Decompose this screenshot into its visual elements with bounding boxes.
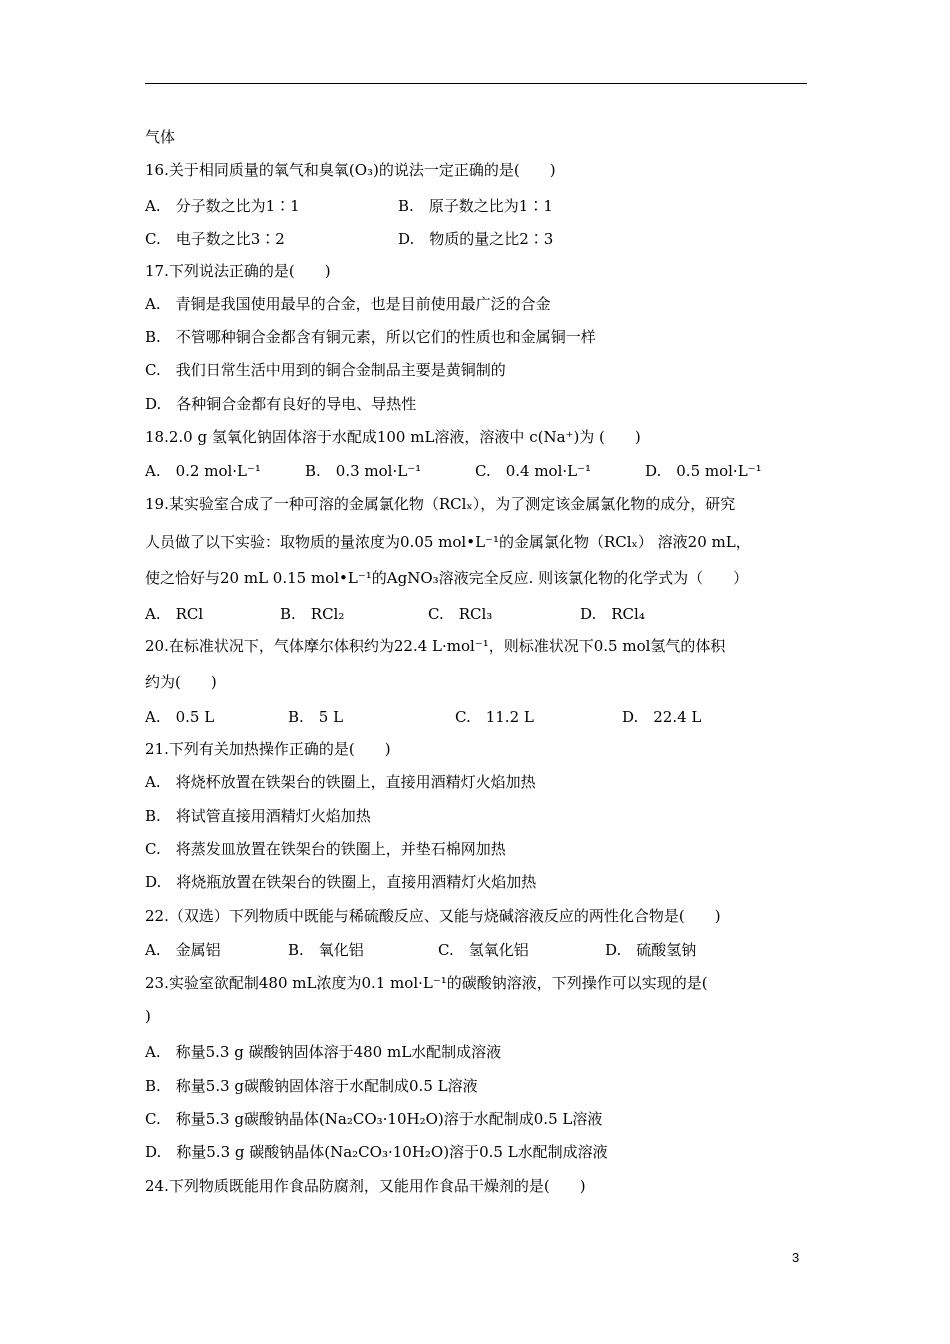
q18-option-a: A. 0.2 mol·L⁻¹ [145, 462, 261, 480]
q20-option-c: C. 11.2 L [455, 708, 534, 726]
question-23-line-2: ) [145, 1007, 151, 1025]
q21-option-b: B. 将试管直接用酒精灯火焰加热 [145, 807, 371, 825]
q22-option-a: A. 金属铝 [145, 941, 221, 959]
question-19-line-3: 使之恰好与20 mL 0.15 mol•L⁻¹的AgNO₃溶液完全反应. 则该氯化物的化学式为（ ） [145, 569, 749, 587]
q22-option-c: C. 氢氧化铝 [438, 941, 529, 959]
question-19-line-1: 19.某实验室合成了一种可溶的金属氯化物（RClₓ），为了测定该金属氯化物的成分，研究 [145, 495, 736, 513]
q22-option-d: D. 硫酸氢钠 [605, 941, 697, 959]
q20-option-a: A. 0.5 L [145, 708, 215, 726]
question-20-line-2: 约为( ) [145, 673, 217, 691]
q22-option-b: B. 氧化铝 [288, 941, 364, 959]
carry-over-text: 气体 [145, 128, 176, 146]
q16-option-b: B. 原子数之比为1∶1 [398, 197, 553, 215]
q20-option-d: D. 22.4 L [622, 708, 702, 726]
q21-option-c: C. 将蒸发皿放置在铁架台的铁圈上，并垫石棉网加热 [145, 840, 506, 858]
q23-option-c: C. 称量5.3 g碳酸钠晶体(Na₂CO₃·10H₂O)溶于水配制成0.5 L溶液 [145, 1110, 603, 1128]
question-19-line-2: 人员做了以下实验：取物质的量浓度为0.05 mol•L⁻¹的金属氯化物（RClₓ） 溶液20 mL， [145, 533, 751, 551]
q21-option-a: A. 将烧杯放置在铁架台的铁圈上，直接用酒精灯火焰加热 [145, 773, 536, 791]
question-24: 24.下列物质既能用作食品防腐剂，又能用作食品干燥剂的是( ) [145, 1177, 586, 1195]
question-20-line-1: 20.在标准状况下，气体摩尔体积约为22.4 L·mol⁻¹，则标准状况下0.5 mol氢气的体积 [145, 637, 726, 655]
q16-option-d: D. 物质的量之比2∶3 [398, 230, 554, 248]
q19-option-d: D. RCl₄ [580, 605, 645, 623]
question-21: 21.下列有关加热操作正确的是( ) [145, 740, 391, 758]
q21-option-d: D. 将烧瓶放置在铁架台的铁圈上，直接用酒精灯火焰加热 [145, 873, 537, 891]
q19-option-b: B. RCl₂ [280, 605, 345, 623]
q23-option-d: D. 称量5.3 g 碳酸钠晶体(Na₂CO₃·10H₂O)溶于0.5 L水配制成溶液 [145, 1143, 608, 1161]
page-number: 3 [792, 1250, 800, 1265]
q18-option-b: B. 0.3 mol·L⁻¹ [305, 462, 422, 480]
q18-option-d: D. 0.5 mol·L⁻¹ [645, 462, 762, 480]
q23-option-a: A. 称量5.3 g 碳酸钠固体溶于480 mL水配制成溶液 [145, 1043, 502, 1061]
q23-option-b: B. 称量5.3 g碳酸钠固体溶于水配制成0.5 L溶液 [145, 1077, 478, 1095]
header-rule [145, 83, 807, 84]
question-16: 16.关于相同质量的氧气和臭氧(O₃)的说法一定正确的是( ) [145, 161, 556, 179]
q18-option-c: C. 0.4 mol·L⁻¹ [475, 462, 592, 480]
q20-option-b: B. 5 L [288, 708, 344, 726]
q16-option-c: C. 电子数之比3∶2 [145, 230, 285, 248]
question-22: 22.（双选）下列物质中既能与稀硫酸反应、又能与烧碱溶液反应的两性化合物是( ) [145, 907, 721, 925]
q17-option-b: B. 不管哪种铜合金都含有铜元素，所以它们的性质也和金属铜一样 [145, 328, 596, 346]
question-17: 17.下列说法正确的是( ) [145, 262, 331, 280]
q17-option-c: C. 我们日常生活中用到的铜合金制品主要是黄铜制的 [145, 361, 506, 379]
q17-option-a: A. 青铜是我国使用最早的合金，也是目前使用最广泛的合金 [145, 295, 551, 313]
question-18: 18.2.0 g 氢氧化钠固体溶于水配成100 mL溶液，溶液中 c(Na⁺)为 ( ) [145, 428, 641, 446]
q16-option-a: A. 分子数之比为1∶1 [145, 197, 300, 215]
q19-option-a: A. RCl [145, 605, 204, 623]
q19-option-c: C. RCl₃ [428, 605, 493, 623]
q17-option-d: D. 各种铜合金都有良好的导电、导热性 [145, 395, 417, 413]
question-23-line-1: 23.实验室欲配制480 mL浓度为0.1 mol·L⁻¹的碳酸钠溶液，下列操作可以实现的是( [145, 974, 708, 992]
